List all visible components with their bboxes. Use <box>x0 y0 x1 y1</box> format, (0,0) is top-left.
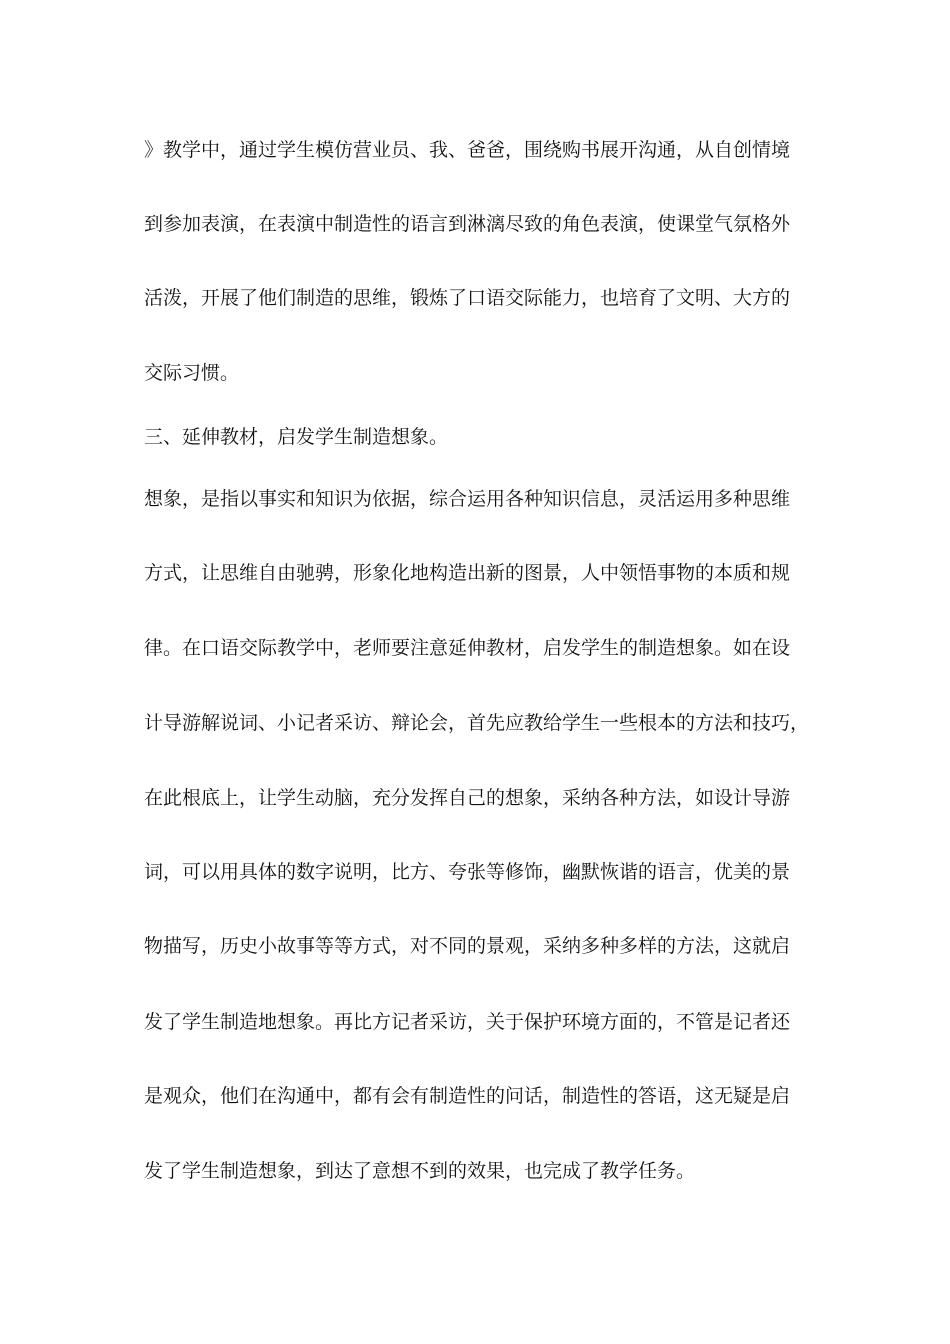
paragraph-line-13: 是观众，他们在沟通中，都有会有制造性的问话，制造性的答语，这无疑是启 <box>144 1085 791 1107</box>
section-heading: 三、延伸教材，启发学生制造想象。 <box>144 426 449 448</box>
paragraph-line-10: 词，可以用具体的数字说明，比方、夸张等修饰，幽默恢谐的语言，优美的景 <box>144 861 791 883</box>
paragraph-line-5: 想象，是指以事实和知识为依据，综合运用各种知识信息，灵活运用多种思维 <box>144 488 791 510</box>
paragraph-line-6: 方式，让思维自由驰骋，形象化地构造出新的图景，人中领悟事物的本质和规 <box>144 562 791 584</box>
paragraph-line-3: 活泼，开展了他们制造的思维，锻炼了口语交际能力，也培育了文明、大方的 <box>144 287 791 309</box>
paragraph-line-2: 到参加表演，在表演中制造性的语言到淋漓尽致的角色表演，使课堂气氛格外 <box>144 213 791 235</box>
paragraph-line-1: 》教学中，通过学生模仿营业员、我、爸爸，围绕购书展开沟通，从自创情境 <box>144 139 791 161</box>
paragraph-line-7: 律。在口语交际教学中，老师要注意延伸教材，启发学生的制造想象。如在设 <box>144 637 791 659</box>
paragraph-line-9: 在此根底上，让学生动脑，充分发挥自己的想象，采纳各种方法，如设计导游 <box>144 787 791 809</box>
paragraph-line-4: 交际习惯。 <box>144 362 240 384</box>
paragraph-line-12: 发了学生制造地想象。再比方记者采访，关于保护环境方面的，不管是记者还 <box>144 1011 791 1033</box>
paragraph-line-14: 发了学生制造想象，到达了意想不到的效果，也完成了教学任务。 <box>144 1160 696 1182</box>
paragraph-line-8: 计导游解说词、小记者采访、辩论会，首先应教给学生一些根本的方法和技巧， <box>144 712 810 734</box>
paragraph-line-11: 物描写，历史小故事等等方式，对不同的景观，采纳多种多样的方法，这就启 <box>144 935 791 957</box>
